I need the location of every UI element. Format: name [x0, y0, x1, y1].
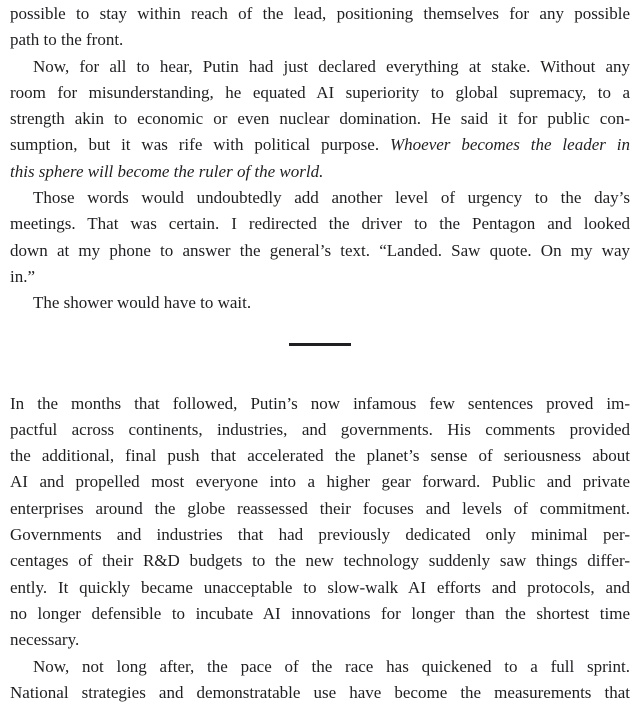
text-line — [10, 185, 630, 211]
section-break — [10, 317, 630, 391]
text-segment: National strategies and demonstratable use have become the measurements that — [10, 682, 630, 702]
text-line — [10, 132, 630, 158]
text-line — [10, 1, 630, 27]
text-line — [10, 522, 630, 548]
text-line — [10, 211, 630, 237]
text-line — [10, 601, 630, 627]
italic-text-segment: this sphere will become the ruler of the world. — [10, 161, 324, 181]
text-line — [10, 106, 630, 132]
text-line — [10, 654, 630, 680]
text-segment: possible to stay within reach of the lead, positioning themselves for any possible — [10, 4, 630, 23]
italic-text-segment: Whoever becomes the leader in — [390, 135, 630, 155]
text-segment: Now, not long after, the pace of the race has quickened to a full sprint. — [33, 656, 630, 676]
text-segment: path to the front. — [10, 30, 124, 50]
paragraph — [10, 1, 630, 54]
text-segment: room for misunderstanding, he equated AI superiority to global supremacy, to a — [10, 82, 630, 102]
text-segment: necessary. — [10, 630, 80, 650]
text-segment: meetings. That was certain. I redirected the driver to the Pentagon and looked — [10, 214, 630, 234]
text-line — [10, 575, 630, 601]
text-segment: AI and propelled most everyone into a higher gear forward. Public and private — [10, 472, 630, 492]
paragraph — [10, 654, 630, 705]
text-line — [10, 469, 630, 495]
text-line — [10, 80, 630, 106]
text-segment: no longer defensible to incubate AI innovations for longer than the shortest time — [10, 603, 630, 623]
text-segment: The shower would have to wait. — [33, 293, 252, 313]
text-line — [10, 548, 630, 574]
section-divider-rule — [289, 343, 351, 346]
text-segment: In the months that followed, Putin’s now infamous few sentences proved im- — [10, 393, 630, 413]
paragraph — [10, 391, 630, 654]
text-segment: pactful across continents, industries, and governments. His comments provided — [10, 419, 630, 439]
paragraph — [10, 185, 630, 290]
text-line — [10, 27, 630, 53]
text-line — [10, 496, 630, 522]
text-segment: Now, for all to hear, Putin had just declared everything at stake. Without any — [33, 56, 630, 76]
text-segment: down at my phone to answer the general’s text. “Landed. Saw quote. On my way — [10, 240, 630, 260]
text-line — [10, 417, 630, 443]
text-segment: ently. It quickly became unacceptable to slow-walk AI efforts and protocols, and — [10, 577, 630, 597]
text-segment: sumption, but it was rife with political purpose. — [10, 135, 390, 155]
text-segment: enterprises around the globe reassessed their focuses and levels of commitment. — [10, 498, 630, 518]
text-segment: in.” — [10, 266, 36, 286]
text-line — [10, 264, 630, 290]
text-line — [10, 54, 630, 80]
text-line — [10, 391, 630, 417]
text-line — [10, 680, 630, 705]
text-line — [10, 159, 630, 185]
page-text — [10, 1, 630, 705]
text-line — [10, 627, 630, 653]
text-segment: Governments and industries that had previously dedicated only minimal per- — [10, 525, 630, 545]
text-segment: strength akin to economic or even nuclear domination. He said it for public con- — [10, 109, 630, 129]
text-segment: centages of their R&D budgets to the new technology suddenly saw things differ- — [10, 551, 630, 571]
text-segment: Those words would undoubtedly add another level of urgency to the day’s — [33, 188, 630, 208]
text-line — [10, 238, 630, 264]
text-segment: the additional, final push that accelerated the planet’s sense of seriousness about — [10, 446, 630, 466]
text-line — [10, 443, 630, 469]
text-line — [10, 290, 630, 316]
paragraph — [10, 54, 630, 185]
paragraph — [10, 290, 630, 316]
